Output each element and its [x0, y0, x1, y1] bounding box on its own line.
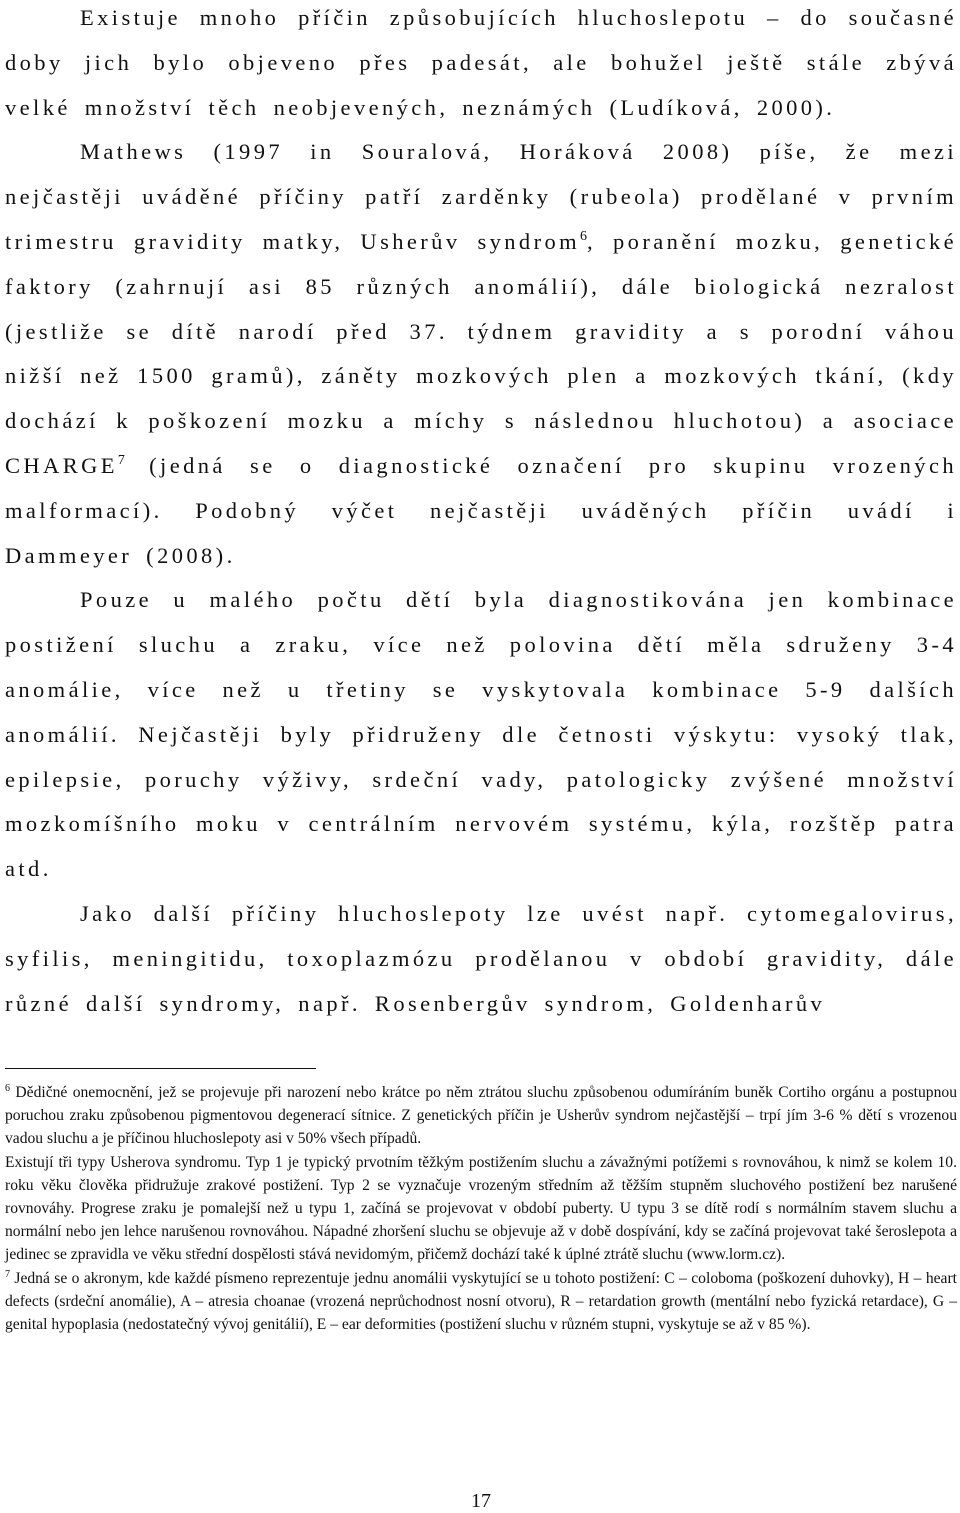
footnote-7-text: Jedná se o akronym, kde každé písmeno reprezentuje jednu anomálii vyskytující se u tohoto postižení: C – coloboma (poškození duhovky), H – heart defects (srdeční anomálie), A – atresia choanae (vrozená neprůchodnost nosní otvoru), R – retardation growth (mentální nebo fyzická retardace), G – genital hypoplasia (nedostatečný vývoj genitálií), E – ear deformities (postižení sluchu v různém stupni, vyskytuje se až v 85 %). — [5, 1269, 957, 1334]
paragraph-2-part-c: (jedná se o diagnostické označení pro skupinu vrozených malformací). Podobný výčet nejčastěji uváděných příčin uvádí i Dammeyer (2008). — [5, 452, 957, 568]
footnote-6-text: Dědičné onemocnění, jež se projevuje při narození nebo krátce po něm ztrátou sluchu způsobenou odumíráním buněk Cortiho orgánu a postupnou poruchou zraku způsobenou pigmentovou degenerací sítnice. Z genetických příčin je Usherův syndrom nejčastější – trpí jím 3-6 % dětí s vrozenou vadou sluchu a je příčinou hluchoslepoty asi v 50% všech případů. — [5, 1084, 957, 1148]
footnote-ref-7: 7 — [117, 452, 125, 468]
paragraph-2-part-b: , poranění mozku, genetické faktory (zahrnují asi 85 různých anomálií), dále biologická nezralost (jestliže se dítě narodí před 37. týdnem gravidity a s porodní váhou nižší než 1500 gramů), záněty mozkových plen a mozkových tkání, (kdy dochází k poškození mozku a míchy s následnou hluchotou) a asociace CHARGE — [5, 228, 957, 478]
footnote-ref-6: 6 — [580, 228, 588, 244]
footnote-separator — [5, 1068, 316, 1069]
paragraph-3: Pouze u malého počtu dětí byla diagnostikována jen kombinace postižení sluchu a zraku, více než polovina dětí měla sdruženy 3-4 anomálie, více než u třetiny se vyskytovala kombinace 5-9 dalších anomálií. Nejčastěji byly přidruženy dle četnosti výskytu: vysoký tlak, epilepsie, poruchy výživy, srdeční vady, patologicky zvýšené množství mozkomíšního moku v centrálním nervovém systému, kýla, rozštěp patra atd. — [5, 587, 957, 882]
paragraph-2-part-a: Mathews (1997 in Souralová, Horáková 2008) píše, že mezi nejčastěji uváděné příčiny patří zarděnky (rubeola) prodělané v prvním trimestru gravidity matky, Usherův syndrom — [5, 139, 957, 254]
footnote-6-mark: 6 — [5, 1083, 10, 1094]
paragraph-2 — [5, 130, 957, 578]
paragraph-1: Existuje mnoho příčin způsobujících hluchoslepotu – do současné doby jich bylo objeveno přes padesát, ale bohužel ještě stále zbývá velké množství těch neobjevených, neznámých (Ludíková, 2000). — [5, 5, 957, 120]
footnote-7 — [5, 1267, 957, 1337]
main-text — [5, 0, 957, 1026]
footnote-6-continued: Existují tři typy Usherova syndromu. Typ 1 je typický prvotním těžkým postižením sluchu a závažnými potížemi s rovnováhou, k nimž se kolem 10. roku věku člověka přidružuje zrakové postižení. Typ 2 se vyznačuje vrozeným středním až těžším stupněm sluchového postižení bez narušené rovnováhy. Progrese zraku je pomalejší než u typu 1, začíná se projevovat v období puberty. U typu 3 se dítě rodí s normálním stavem sluchu a normální nebo jen lehce narušenou rovnováhou. Nápadné zhoršení sluchu se objevuje až v době dospívání, kdy se začíná projevovat také šeroslepota a jedinec se zpravidla ve věku střední dospělosti stává nevidomým, přičemž dochází také k úplné ztrátě sluchu (www.lorm.cz). — [5, 1153, 957, 1264]
paragraph-4: Jako další příčiny hluchoslepoty lze uvést např. cytomegalovirus, syfilis, meningitidu, toxoplazmózu prodělanou v období gravidity, dále různé další syndromy, např. Rosenbergův syndrom, Goldenharův — [5, 900, 957, 1016]
footnote-7-mark: 7 — [5, 1268, 10, 1280]
footnote-6 — [5, 1081, 957, 1151]
page-number: 17 — [471, 1490, 491, 1512]
footnotes — [5, 1081, 957, 1336]
